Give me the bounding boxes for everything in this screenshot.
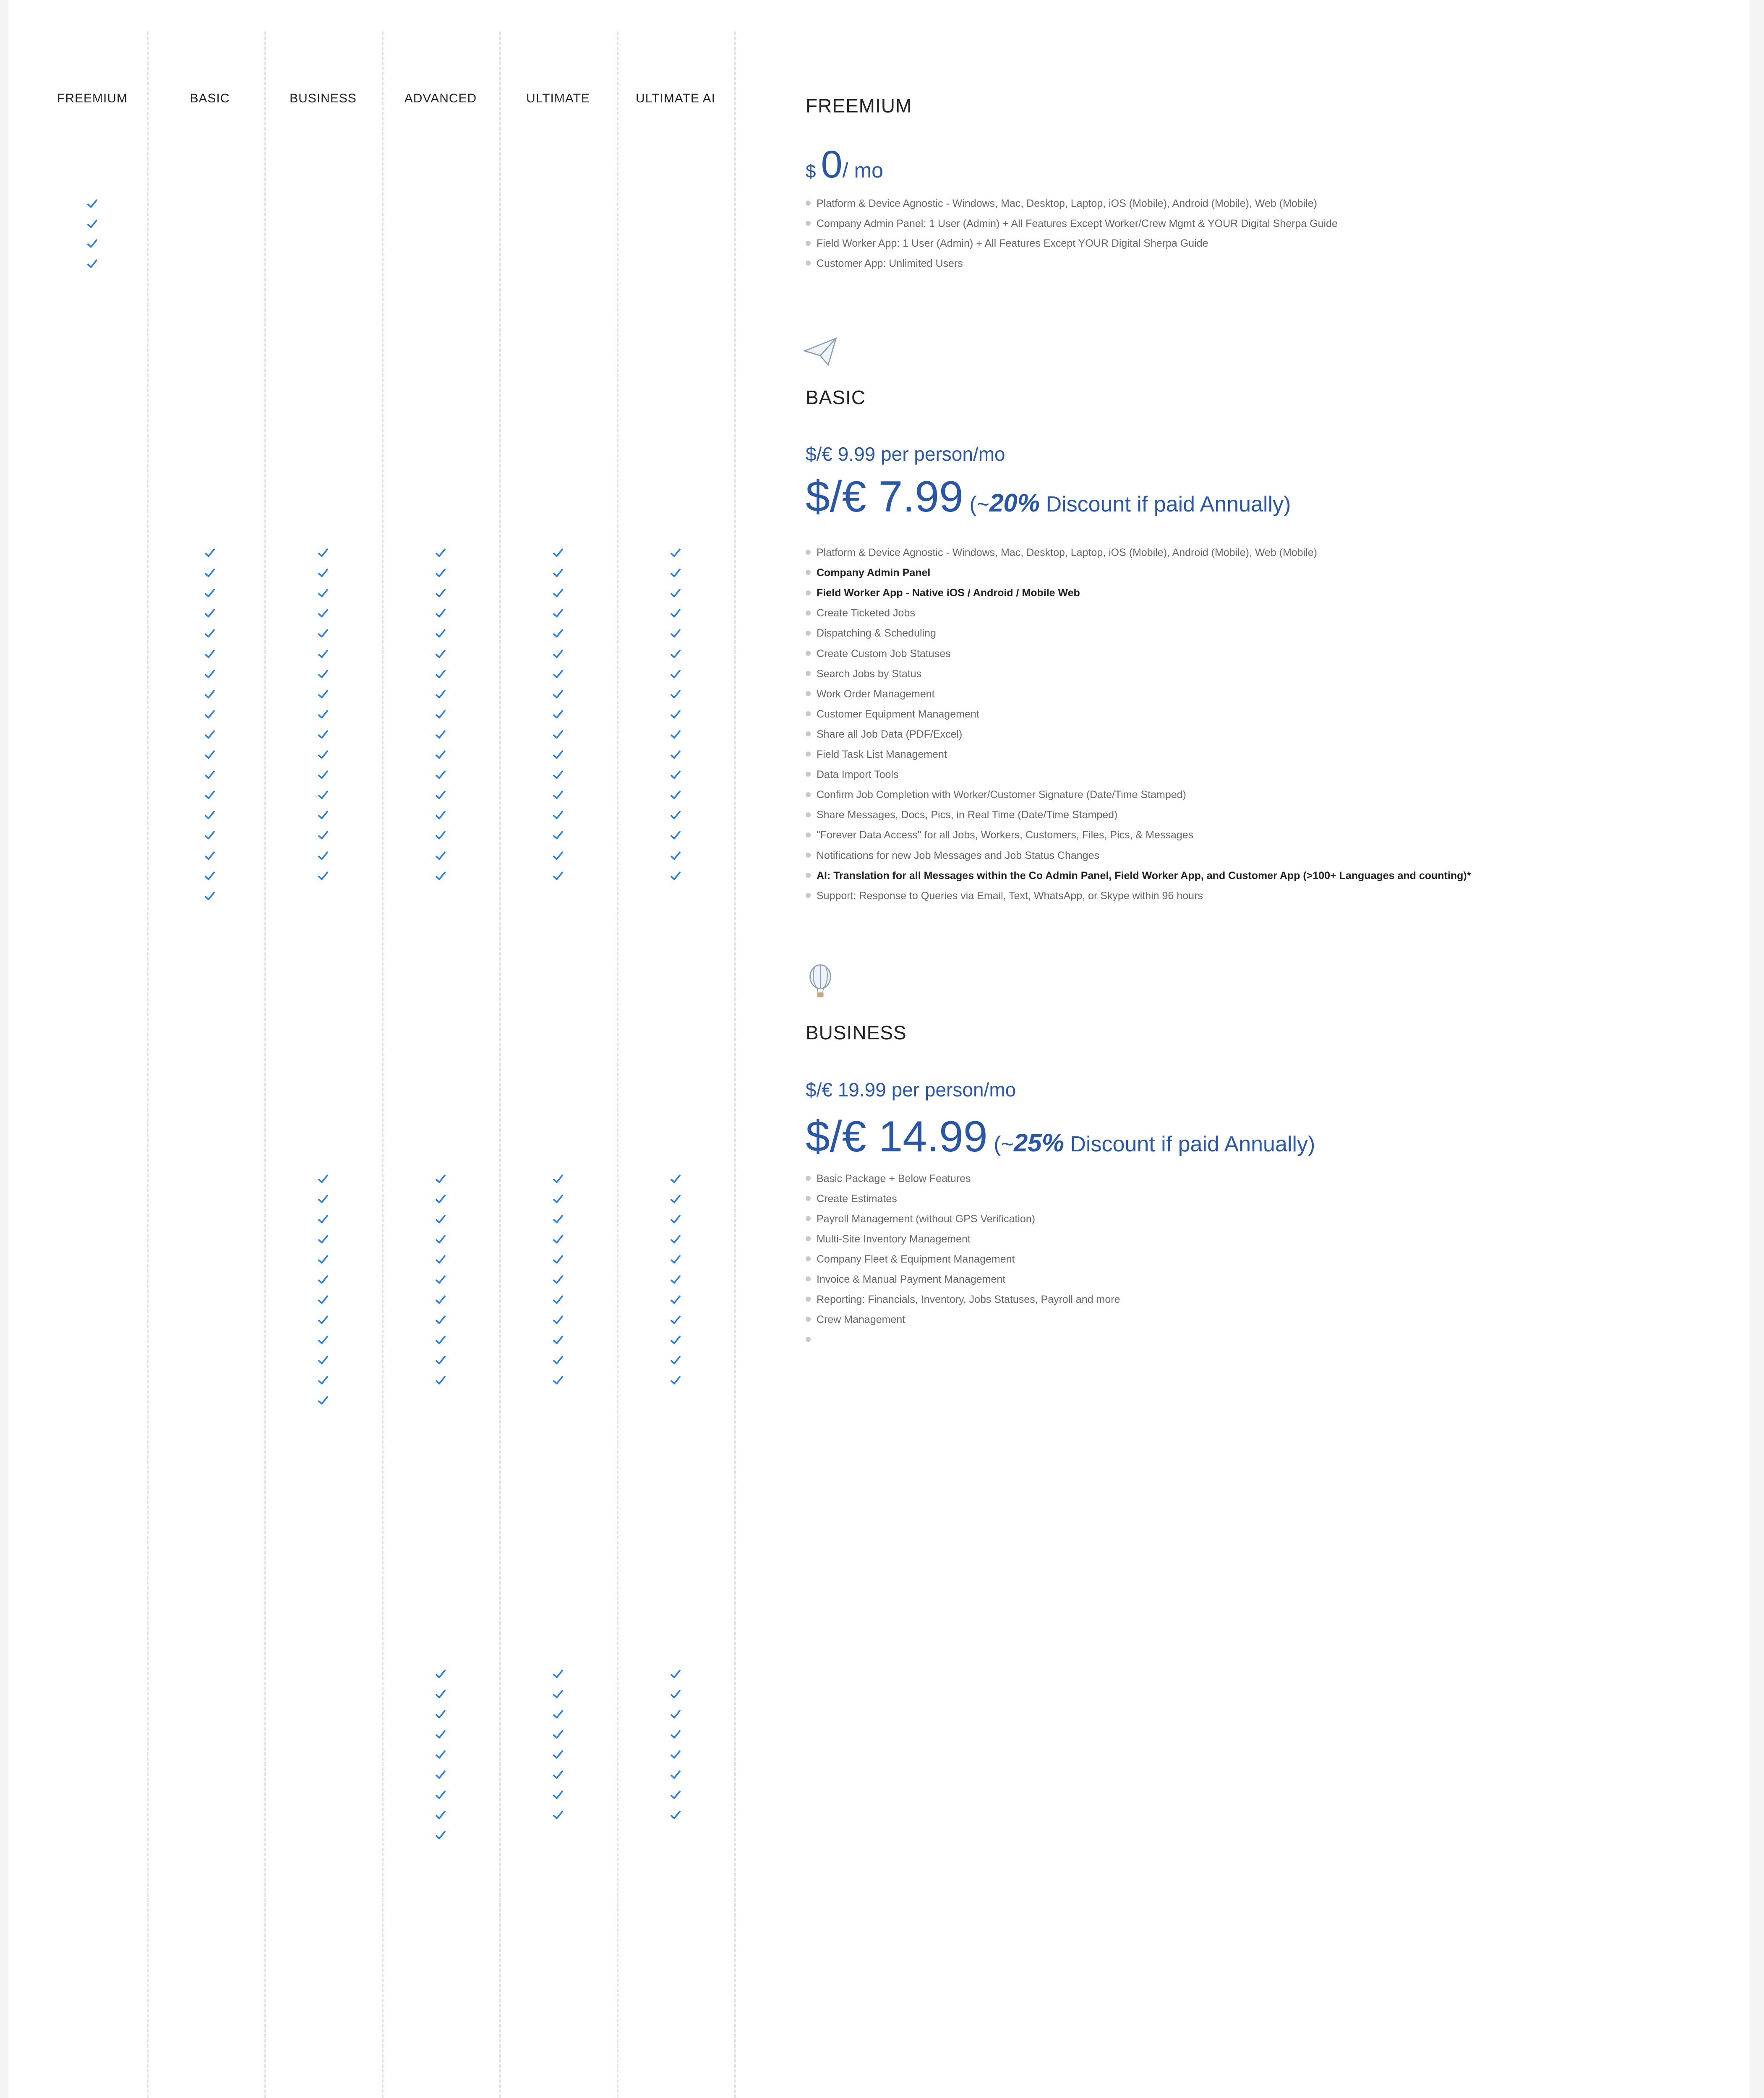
checkmark-icon [204,708,216,721]
checkmark-icon [669,1314,682,1326]
bullet [806,812,811,817]
checkmark-icon [552,769,564,781]
checkmark-icon [317,1374,329,1387]
checkmark-icon [317,829,329,842]
feature-item [806,587,1080,599]
monthly-price: $/€ 19.99 per person/mo [806,1079,1016,1101]
checkmark-icon [434,1173,447,1185]
checkmark-icon [204,890,216,903]
checkmark-icon [434,870,447,882]
feature-text: Field Worker App: 1 User (Admin) + All Features Except YOUR Digital Sherpa Guide [817,237,1208,250]
checkmark-icon [434,1728,447,1741]
checkmark-icon [552,789,564,801]
checkmark-icon [552,1294,564,1306]
feature-text: Multi-Site Inventory Management [817,1233,971,1245]
checkmark-icon [434,728,447,741]
bullet [806,201,811,206]
bullet [806,631,811,636]
checkmark-icon [669,1728,682,1741]
feature-text: Search Jobs by Status [817,668,922,680]
checkmark-icon [434,607,447,620]
bullet [806,1317,811,1322]
checkmark-icon [86,258,99,270]
bullet [806,711,811,716]
checkmark-icon [669,1374,682,1387]
bullet [806,671,811,676]
plan-title: BUSINESS [806,1022,907,1044]
feature-text: Invoice & Manual Payment Management [817,1273,1006,1285]
checkmark-icon [204,587,216,600]
checkmark-icon [434,1354,447,1367]
checkmark-icon [317,1213,329,1226]
feature-item [806,1233,971,1245]
checkmark-icon [434,1253,447,1266]
checkmark-icon [317,870,329,882]
checkmark-icon [86,237,99,250]
discount-percent: 25% [1013,1129,1064,1157]
feature-item [806,1314,905,1326]
monthly-price: $/€ 9.99 per person/mo [806,443,1005,465]
bullet [806,221,811,226]
checkmark-icon [552,850,564,862]
bullet [806,853,811,858]
column-header-ultimate: ULTIMATE [526,91,590,105]
checkmark-icon [317,1334,329,1346]
checkmark-icon [552,749,564,761]
checkmark-icon [434,769,447,781]
checkmark-icon [434,1769,447,1781]
checkmark-icon [434,749,447,761]
bullet [806,752,811,757]
feature-item [806,1294,1120,1306]
checkmark-icon [552,1193,564,1206]
column-divider [382,31,384,2098]
checkmark-icon [317,1253,329,1266]
checkmark-icon [317,648,329,660]
bullet [806,550,811,555]
checkmark-icon [434,789,447,801]
feature-item [806,829,1193,841]
checkmark-icon [552,567,564,579]
feature-item [806,870,1471,882]
feature-text: Data Import Tools [817,769,899,781]
checkmark-icon [669,1233,682,1246]
annual-amount: $/€ 7.99 [806,472,963,521]
feature-text: Confirm Job Completion with Worker/Customer Signature (Date/Time Stamped) [817,789,1186,801]
feature-item [806,769,898,781]
checkmark-icon [317,547,329,559]
column-divider [734,31,736,2098]
feature-item [806,728,962,741]
feature-item [806,567,930,579]
column-divider [617,31,618,2098]
checkmark-icon [552,1789,564,1801]
checkmark-icon [317,850,329,862]
checkmark-icon [434,1294,447,1306]
checkmark-icon [317,789,329,801]
checkmark-icon [204,850,216,862]
checkmark-icon [669,829,682,842]
checkmark-icon [669,547,682,559]
checkmark-icon [204,728,216,741]
feature-item [806,258,963,270]
checkmark-icon [317,1394,329,1407]
checkmark-icon [434,567,447,579]
checkmark-icon [434,587,447,600]
feature-item [806,809,1117,821]
feature-item [806,1253,1015,1266]
feature-item [806,547,1317,559]
checkmark-icon [86,218,99,230]
feature-item [806,789,1186,801]
checkmark-icon [669,1668,682,1680]
feature-item [806,1173,971,1185]
checkmark-icon [669,1354,682,1367]
feature-text: Support: Response to Queries via Email, Text, WhatsApp, or Skype within 96 hours [817,890,1203,902]
checkmark-icon [434,1668,447,1680]
checkmark-icon [434,648,447,660]
checkmark-icon [204,789,216,801]
checkmark-icon [669,587,682,600]
checkmark-icon [669,870,682,882]
plan-price [806,143,883,187]
feature-text: Crew Management [817,1314,905,1326]
checkmark-icon [434,1688,447,1701]
checkmark-icon [434,1374,447,1387]
checkmark-icon [669,1193,682,1206]
feature-text: Reporting: Financials, Inventory, Jobs Statuses, Payroll and more [817,1294,1120,1305]
checkmark-icon [204,688,216,701]
checkmark-icon [669,1253,682,1266]
discount-open: (~ [994,1132,1014,1156]
checkmark-icon [317,708,329,721]
feature-text: Customer Equipment Management [817,708,979,720]
column-divider [264,31,266,2098]
checkmark-icon [552,1374,564,1387]
column-header-business: BUSINESS [290,91,357,105]
checkmark-icon [669,1809,682,1821]
checkmark-icon [434,708,447,721]
checkmark-icon [669,567,682,579]
checkmark-icon [434,1829,447,1842]
checkmark-icon [552,1173,564,1185]
checkmark-icon [552,607,564,620]
feature-text: Work Order Management [817,688,935,700]
bullet [806,1236,811,1241]
checkmark-icon [552,627,564,640]
checkmark-icon [552,668,564,681]
checkmark-icon [552,728,564,741]
feature-item [806,668,921,680]
checkmark-icon [204,607,216,620]
plan-title: FREEMIUM [806,95,912,117]
bullet [806,1297,811,1302]
bullet [806,241,811,246]
checkmark-icon [552,1253,564,1266]
feature-text: Share all Job Data (PDF/Excel) [817,728,963,740]
feature-text: Payroll Management (without GPS Verification) [817,1213,1036,1225]
checkmark-icon [434,1273,447,1286]
bullet [806,832,811,838]
checkmark-icon [552,1213,564,1226]
checkmark-icon [317,1273,329,1286]
feature-text: Share Messages, Docs, Pics, in Real Time (Date/Time Stamped) [817,809,1118,821]
checkmark-icon [552,1233,564,1246]
feature-item [806,1334,817,1346]
checkmark-icon [434,850,447,862]
checkmark-icon [552,1354,564,1367]
checkmark-icon [434,627,447,640]
checkmark-icon [669,627,682,640]
checkmark-icon [204,668,216,681]
column-header-ultimate-ai: ULTIMATE AI [636,91,715,105]
checkmark-icon [317,1193,329,1206]
checkmark-icon [434,1809,447,1821]
checkmark-icon [434,668,447,681]
checkmark-icon [317,607,329,620]
checkmark-icon [434,829,447,842]
checkmark-icon [552,648,564,660]
checkmark-icon [552,1668,564,1680]
checkmark-icon [669,850,682,862]
checkmark-icon [317,769,329,781]
bullet [806,651,811,656]
feature-text: Company Fleet & Equipment Management [817,1253,1015,1265]
feature-item [806,688,935,700]
checkmark-icon [552,829,564,842]
checkmark-icon [434,1314,447,1326]
feature-item [806,1193,897,1205]
checkmark-icon [669,809,682,822]
feature-text: Company Admin Panel [817,567,931,579]
checkmark-icon [317,728,329,741]
column-divider [499,31,501,2098]
currency: $ [806,161,816,182]
feature-item [806,850,1099,862]
feature-text: Create Estimates [817,1193,897,1205]
feature-item [806,1273,1005,1286]
checkmark-icon [317,688,329,701]
checkmark-icon [552,809,564,822]
checkmark-icon [552,547,564,559]
checkmark-icon [204,829,216,842]
checkmark-icon [669,1334,682,1346]
feature-text: Notifications for new Job Messages and Job Status Changes [817,849,1099,861]
annual-price [806,472,1291,522]
checkmark-icon [552,1748,564,1761]
paper-plane-icon [801,334,839,371]
checkmark-icon [317,1233,329,1246]
discount-open: (~ [969,492,990,517]
checkmark-icon [669,1213,682,1226]
feature-item [806,607,915,619]
checkmark-icon [317,749,329,761]
checkmark-icon [204,648,216,660]
checkmark-icon [669,708,682,721]
checkmark-icon [669,1294,682,1306]
discount-percent: 20% [989,489,1040,517]
checkmark-icon [552,1273,564,1286]
bullet [806,893,811,898]
bullet [806,1196,811,1201]
checkmark-icon [669,1173,682,1185]
feature-text: "Forever Data Access" for all Jobs, Workers, Customers, Files, Pics, & Messages [817,829,1194,841]
column-header-basic: BASIC [190,91,230,105]
checkmark-icon [669,607,682,620]
checkmark-icon [317,587,329,600]
annual-price [806,1112,1315,1162]
feature-text: AI: Translation for all Messages within the Co Admin Panel, Field Worker App, and Customer App (>100+ Languages and counting)* [817,869,1471,882]
checkmark-icon [669,668,682,681]
checkmark-icon [204,567,216,579]
feature-item [806,708,979,720]
checkmark-icon [317,809,329,822]
feature-item [806,198,1317,210]
column-header-freemium: FREEMIUM [57,91,128,105]
checkmark-icon [669,749,682,761]
checkmark-icon [204,809,216,822]
feature-item [806,1213,1035,1225]
checkmark-icon [317,627,329,640]
feature-text: Platform & Device Agnostic - Windows, Mac, Desktop, Laptop, iOS (Mobile), Android (Mobile), Web (Mobile) [817,198,1318,209]
checkmark-icon [552,870,564,882]
checkmark-icon [552,688,564,701]
checkmark-icon [669,1273,682,1286]
bullet [806,731,811,736]
checkmark-icon [669,1789,682,1801]
checkmark-icon [317,1173,329,1185]
checkmark-icon [317,1294,329,1306]
feature-text: Field Worker App - Native iOS / Android / Mobile Web [817,587,1080,599]
feature-item [806,648,951,660]
column-divider [147,31,149,2098]
bullet [806,1256,811,1261]
column-header-advanced: ADVANCED [404,91,477,105]
checkmark-icon [669,728,682,741]
bullet [806,1216,811,1221]
checkmark-icon [669,1748,682,1761]
bullet [806,691,811,696]
bullet [806,1276,811,1281]
checkmark-icon [434,1789,447,1801]
bullet [806,1176,811,1181]
discount-text: Discount if paid Annually) [1040,492,1291,517]
feature-text: Create Custom Job Statuses [817,647,951,660]
feature-item [806,627,936,639]
plan-title: BASIC [806,386,866,408]
bullet [806,590,811,595]
bullet [806,570,811,575]
feature-item [806,749,947,761]
checkmark-icon [434,688,447,701]
checkmark-icon [204,749,216,761]
discount-text: Discount if paid Annually) [1064,1132,1315,1156]
feature-text: Platform & Device Agnostic - Windows, Mac, Desktop, Laptop, iOS (Mobile), Android (Mobile), Web (Mobile) [817,547,1318,558]
checkmark-icon [317,668,329,681]
price-unit: / mo [842,159,883,182]
checkmark-icon [669,648,682,660]
bullet [806,873,811,878]
checkmark-icon [434,547,447,559]
checkmark-icon [204,547,216,559]
bullet [806,1337,811,1342]
checkmark-icon [317,567,329,579]
checkmark-icon [204,627,216,640]
feature-text: Customer App: Unlimited Users [817,257,963,269]
feature-text: Company Admin Panel: 1 User (Admin) + All Features Except Worker/Crew Mgmt & YOUR Digital Sherpa Guide [817,217,1338,230]
checkmark-icon [552,1708,564,1721]
checkmark-icon [552,1688,564,1701]
feature-text: Field Task List Management [817,749,947,760]
checkmark-icon [204,870,216,882]
feature-text: Dispatching & Scheduling [817,627,936,639]
price-amount: 0 [821,143,843,186]
checkmark-icon [86,198,99,210]
checkmark-icon [434,1193,447,1206]
feature-item [806,237,1208,250]
checkmark-icon [434,1213,447,1226]
checkmark-icon [552,1769,564,1781]
pricing-card [8,0,1750,2098]
hot-air-balloon-icon [801,963,839,1000]
checkmark-icon [669,688,682,701]
checkmark-icon [317,1314,329,1326]
checkmark-icon [552,587,564,600]
bullet [806,261,811,266]
checkmark-icon [552,708,564,721]
checkmark-icon [552,1334,564,1346]
bullet [806,792,811,797]
checkmark-icon [434,1708,447,1721]
bullet [806,772,811,777]
checkmark-icon [434,809,447,822]
feature-item [806,218,1338,230]
checkmark-icon [204,769,216,781]
annual-amount: $/€ 14.99 [806,1112,988,1161]
checkmark-icon [669,769,682,781]
feature-text: Create Ticketed Jobs [817,607,915,619]
checkmark-icon [669,789,682,801]
checkmark-icon [317,1354,329,1367]
bullet [806,611,811,616]
checkmark-icon [434,1233,447,1246]
checkmark-icon [552,1809,564,1821]
checkmark-icon [552,1314,564,1326]
checkmark-icon [434,1334,447,1346]
feature-text: Basic Package + Below Features [817,1173,971,1185]
checkmark-icon [552,1728,564,1741]
checkmark-icon [434,1748,447,1761]
checkmark-icon [669,1688,682,1701]
feature-item [806,890,1203,902]
checkmark-icon [669,1769,682,1781]
checkmark-icon [669,1708,682,1721]
